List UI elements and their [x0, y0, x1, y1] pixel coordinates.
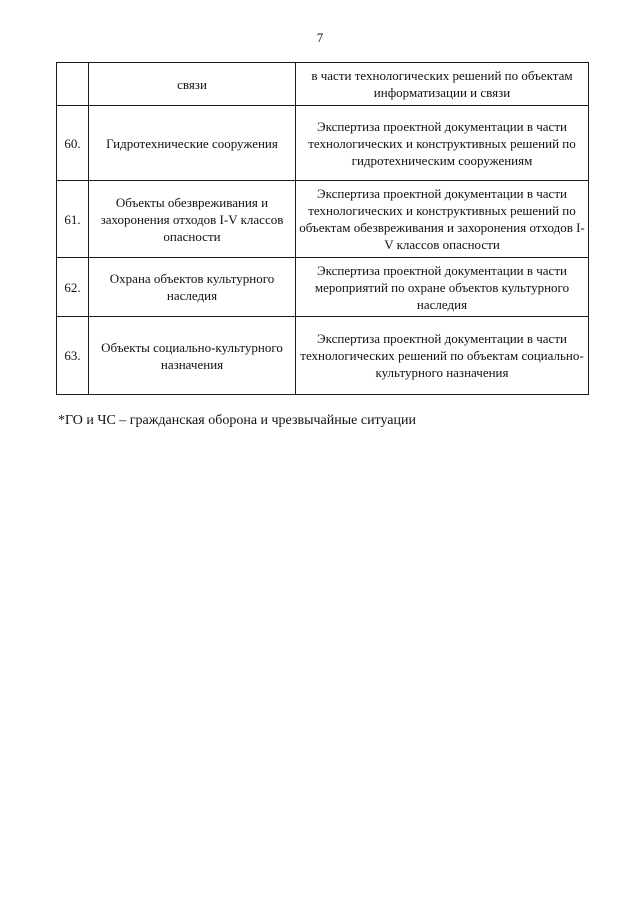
table-row: [57, 258, 589, 317]
row-number-cell: 61.: [57, 181, 89, 258]
expertise-cell: Экспертиза проектной документации в части технологических решений по объектам социально-культурного назначения: [296, 317, 589, 395]
expertise-cell: Экспертиза проектной документации в части мероприятий по охране объектов культурного наследия: [296, 258, 589, 317]
object-cell: связи: [89, 63, 296, 106]
row-number-cell: [57, 63, 89, 106]
object-cell: Гидротехнические сооружения: [89, 106, 296, 181]
expertise-cell: Экспертиза проектной документации в части технологических и конструктивных решений по гидротехническим сооружениям: [296, 106, 589, 181]
object-cell: Объекты обезвреживания и захоронения отходов I-V классов опасности: [89, 181, 296, 258]
page-number: 7: [316, 30, 324, 45]
row-number-cell: 60.: [57, 106, 89, 181]
table-row: [57, 106, 589, 181]
object-cell: Объекты социально-культурного назначения: [89, 317, 296, 395]
footnote: *ГО и ЧС – гражданская оборона и чрезвычайные ситуации: [58, 413, 416, 428]
expertise-table: [56, 62, 589, 395]
table-row: [57, 317, 589, 395]
object-cell: Охрана объектов культурного наследия: [89, 258, 296, 317]
expertise-cell: в части технологических решений по объектам информатизации и связи: [296, 63, 589, 106]
row-number-cell: 63.: [57, 317, 89, 395]
table-row-continuation: [57, 63, 589, 106]
table-row: [57, 181, 589, 258]
expertise-cell: Экспертиза проектной документации в части технологических и конструктивных решений по объектам обезвреживания и захоронения отходов I-V классов опасности: [296, 181, 589, 258]
row-number-cell: 62.: [57, 258, 89, 317]
